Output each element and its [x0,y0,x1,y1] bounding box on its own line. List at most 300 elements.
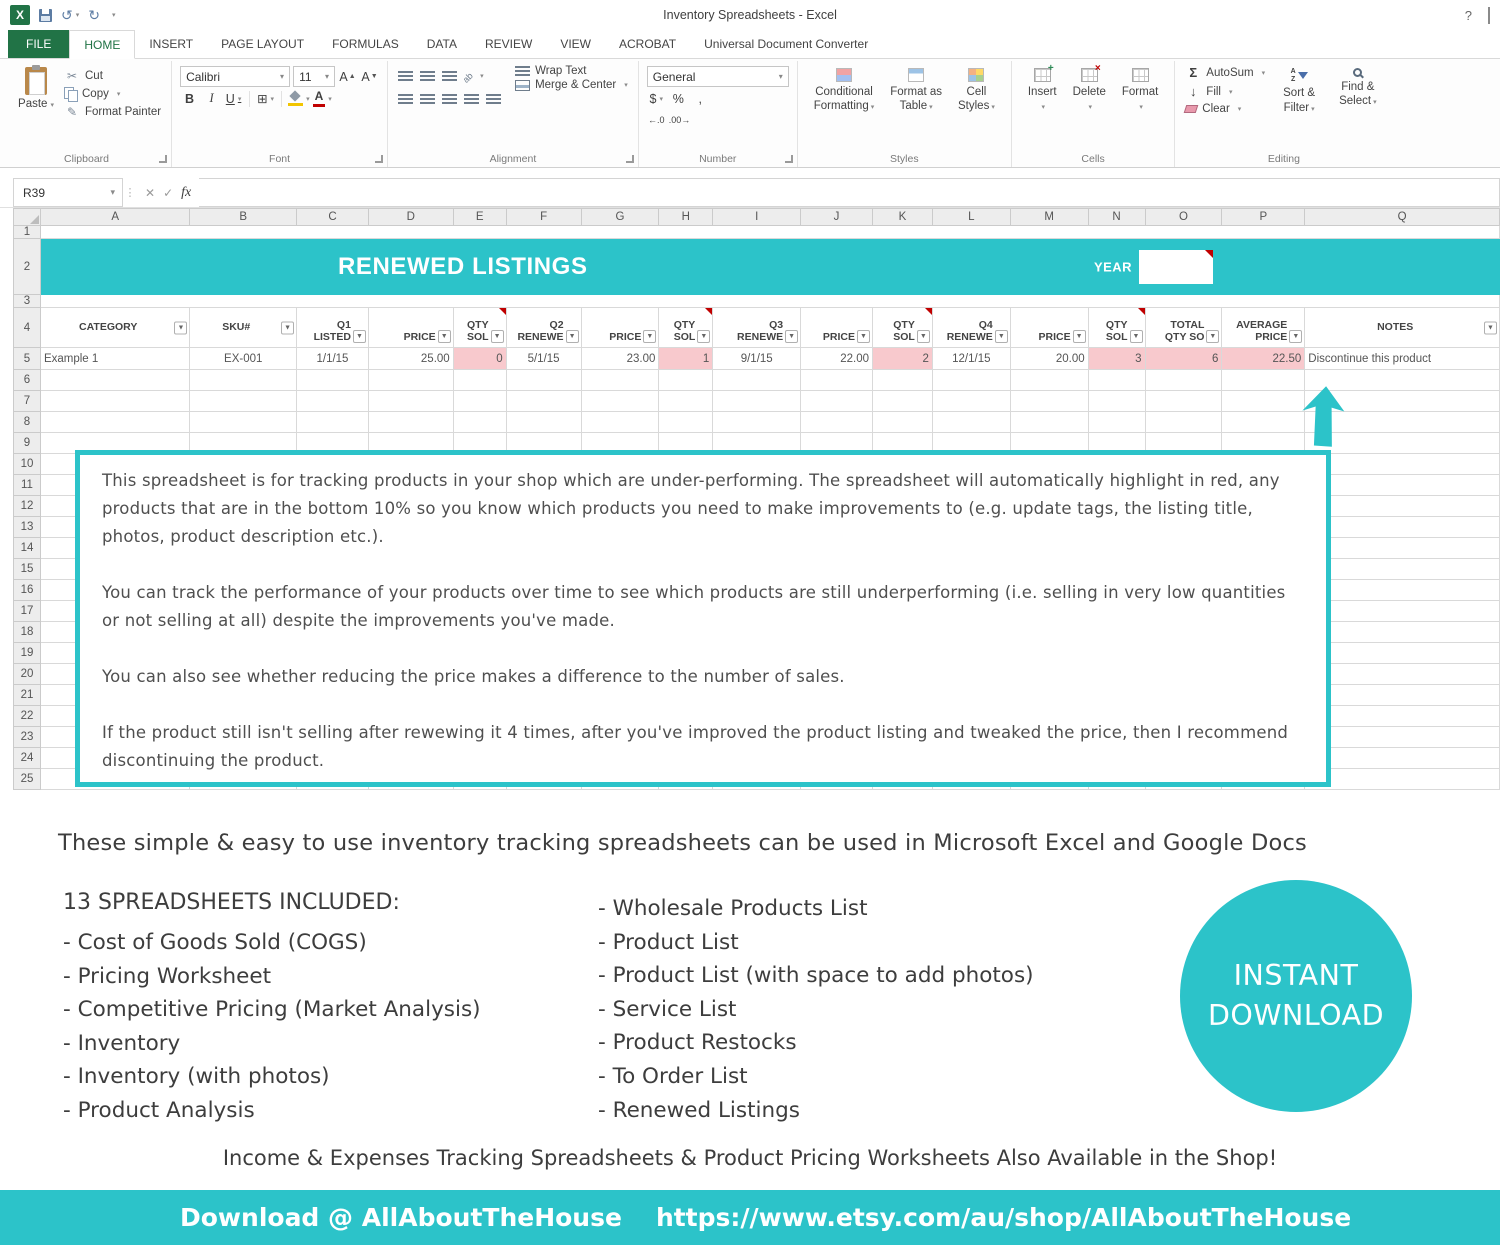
row-header[interactable]: 4 [14,308,41,348]
row-header[interactable]: 10 [14,454,41,475]
cell-sku[interactable]: EX-001 [190,348,297,370]
font-name-value: Calibri [186,69,221,84]
cell[interactable] [1305,727,1500,748]
cell[interactable] [801,370,873,391]
cell[interactable] [368,370,453,391]
cell[interactable] [453,391,506,412]
merge-center-button[interactable] [513,78,630,92]
help-button[interactable]: ? [1464,7,1472,23]
cell[interactable] [40,370,190,391]
cell[interactable] [1305,664,1500,685]
cell-total-qty[interactable]: 6 [1145,348,1222,370]
cell[interactable] [1305,622,1500,643]
list-item: - Wholesale Products List [598,896,868,921]
column-header[interactable]: P [1222,209,1305,226]
number-dialog-launcher-icon[interactable] [785,155,793,163]
cell[interactable] [1222,412,1305,433]
cell[interactable] [1088,370,1145,391]
row-header[interactable]: 25 [14,769,41,790]
wrap-text-icon [515,66,530,76]
column-header[interactable]: M [1010,209,1088,226]
cell-notes[interactable]: Discontinue this product [1305,348,1500,370]
alignment-group [388,61,639,167]
cell-q2-price[interactable]: 23.00 [581,348,659,370]
underline-button[interactable]: U ▾ [224,89,243,108]
alignment-dialog-launcher-icon[interactable] [626,155,634,163]
column-header[interactable]: E [453,209,506,226]
alignment-group-label: Alignment [489,153,537,165]
cell[interactable] [1088,391,1145,412]
fill-button[interactable] [1183,83,1267,100]
grow-font-button[interactable]: A ▲ [339,69,356,84]
align-left-icon [398,94,413,104]
shrink-font-button[interactable]: A ▼ [361,69,378,84]
cancel-formula-button[interactable]: ✕ [145,185,156,200]
row-header[interactable]: 5 [14,348,41,370]
cell[interactable] [1305,769,1500,790]
tab-review[interactable]: REVIEW [484,37,533,51]
cell[interactable] [368,412,453,433]
magnifier-icon [1353,68,1362,77]
badge-line-1: INSTANT [1233,959,1359,992]
autosum-button[interactable] [1183,64,1267,81]
window-title: Inventory Spreadsheets - Excel [663,8,837,22]
cell-q3-price[interactable]: 22.00 [801,348,873,370]
header-price-q1[interactable]: PRICE ▼ [368,308,453,348]
filter-funnel-icon [1298,72,1308,79]
tab-home[interactable]: HOME [69,30,135,59]
cell[interactable] [506,391,581,412]
formula-input[interactable] [199,178,1500,207]
filter-button[interactable] [995,330,1008,343]
insert-function-button[interactable]: fx [181,184,192,200]
header-qty-sold-q1[interactable]: QTY SOL ▼ [453,308,506,348]
header-category[interactable]: CATEGORY ▼ [40,308,190,348]
font-dialog-launcher-icon[interactable] [375,155,383,163]
save-icon [39,9,52,22]
paste-button[interactable] [10,64,62,119]
cell[interactable] [190,391,297,412]
header-qty-sold-q3[interactable]: QTY SOL ▼ [872,308,932,348]
cell[interactable] [453,370,506,391]
footer-download-text: Download @ AllAboutTheHouse [180,1203,622,1232]
spreadsheet-list-left [63,926,481,1128]
spreadsheet-list-right [598,892,1034,1127]
filter-button[interactable] [174,321,187,334]
row-header[interactable]: 1 [14,226,41,239]
conditional-formatting-icon [836,68,852,82]
font-color-button[interactable] [313,89,332,108]
filter-button[interactable] [1289,330,1302,343]
format-painter-button[interactable] [62,105,163,119]
filter-button[interactable] [1484,321,1497,334]
copy-button[interactable] [62,86,163,102]
merge-center-label: Merge & Center [535,79,617,91]
borders-button[interactable] [256,89,275,108]
format-painter-label: Format Painter [85,106,162,118]
conditional-formatting-label-1: Conditional [815,86,873,98]
row-header[interactable]: 18 [14,622,41,643]
header-price-q4[interactable]: PRICE ▼ [1010,308,1088,348]
cell[interactable] [1305,559,1500,580]
eraser-icon [1184,105,1199,113]
row-header[interactable]: 12 [14,496,41,517]
number-group-label: Number [699,153,737,165]
header-price-q2[interactable]: PRICE ▼ [581,308,659,348]
paste-clipboard-icon [25,67,47,95]
row-header[interactable]: 3 [14,295,41,308]
increase-indent-button[interactable] [484,89,503,108]
row-header[interactable]: 7 [14,391,41,412]
cell[interactable] [1305,643,1500,664]
cell[interactable] [872,391,932,412]
list-item: - Pricing Worksheet [63,963,272,989]
find-select-button[interactable] [1331,64,1384,116]
window-controls [1465,8,1490,23]
row-header[interactable]: 16 [14,580,41,601]
header-q4-renewed[interactable]: Q4 RENEWE ▼ [932,308,1010,348]
info-textbox[interactable] [75,450,1331,787]
tab-insert[interactable]: INSERT [149,37,194,51]
fill-color-button[interactable] [288,89,310,108]
header-qty-sold-q4[interactable]: QTY SOL ▼ [1088,308,1145,348]
filter-button[interactable] [491,330,504,343]
cell[interactable] [1305,580,1500,601]
cell[interactable] [581,391,659,412]
tab-view[interactable]: VIEW [560,37,591,51]
format-cells-icon [1132,68,1149,82]
insert-cells-button[interactable] [1020,64,1065,114]
insert-plus-icon: + [1047,63,1054,74]
row-header[interactable]: 24 [14,748,41,769]
format-cells-button[interactable] [1114,64,1166,114]
tab-page-layout[interactable]: PAGE LAYOUT [221,37,305,51]
row-header[interactable]: 9 [14,433,41,454]
info-paragraph: You can also see whether reducing the price makes a difference to the number of sales. [102,667,845,686]
info-paragraph: If the product still isn't selling after rewewing it 4 times, after you've improved the product listing and tweaked the price, then I recommend discontinuing the product. [102,723,1289,770]
font-name-select[interactable] [180,66,290,87]
number-format-value: General [652,69,696,84]
format-painter-icon: ✎ [66,105,78,119]
cell[interactable] [1305,475,1500,496]
cell[interactable] [1305,706,1500,727]
cell[interactable] [872,370,932,391]
number-group [639,61,798,167]
column-header[interactable]: F [506,209,581,226]
cell[interactable] [713,391,801,412]
header-price-q3[interactable]: PRICE ▼ [801,308,873,348]
column-header[interactable]: G [581,209,659,226]
banner-cell[interactable] [40,239,1499,295]
column-header[interactable]: A [40,209,190,226]
comma-style-button[interactable]: , [698,91,702,106]
cell[interactable] [190,370,297,391]
cell[interactable] [581,370,659,391]
cell[interactable] [1305,685,1500,706]
list-item: - Competitive Pricing (Market Analysis) [63,997,481,1023]
filter-button[interactable] [1206,330,1219,343]
enter-formula-button[interactable]: ✓ [163,185,174,200]
column-header[interactable]: I [713,209,801,226]
column-header[interactable]: Q [1305,209,1500,226]
cell-q4-renewed[interactable]: 12/1/15 [932,348,1010,370]
cell-q2-qty[interactable]: 1 [659,348,713,370]
list-item: - Inventory (with photos) [63,1064,330,1090]
shrink-font-arrow-icon: ▼ [370,73,378,80]
font-size-select[interactable] [293,66,335,87]
row-header[interactable]: 19 [14,643,41,664]
column-header[interactable]: O [1145,209,1222,226]
editing-group-label: Editing [1267,153,1300,165]
clipboard-dialog-launcher-icon[interactable] [159,155,167,163]
cell[interactable] [1145,370,1222,391]
info-paragraph: You can track the performance of your products over time to see which products are still underperforming (i.e. selling in very low quantities or not selling at all) despite the improvements you've made. [102,583,1286,630]
styles-group [798,61,1012,167]
align-middle-button[interactable] [418,66,437,85]
name-box[interactable] [13,178,123,207]
align-center-button[interactable] [418,89,437,108]
cell[interactable] [1088,412,1145,433]
row-header[interactable]: 21 [14,685,41,706]
cell[interactable] [190,412,297,433]
filter-button[interactable] [643,330,656,343]
cell[interactable] [297,412,369,433]
cell[interactable] [1010,412,1088,433]
cell[interactable] [1145,391,1222,412]
cell[interactable] [297,370,369,391]
cell-q3-qty[interactable]: 2 [872,348,932,370]
orientation-button[interactable] [462,66,484,85]
row-header[interactable]: 23 [14,727,41,748]
align-left-button[interactable] [396,89,415,108]
cell-styles-icon [968,68,984,82]
formula-bar-splitter[interactable]: ⋮ [124,187,136,199]
cell-avg-price[interactable]: 22.50 [1222,348,1305,370]
increase-indent-icon [486,94,501,104]
cell[interactable] [801,391,873,412]
cell-q1-price[interactable]: 25.00 [368,348,453,370]
instant-download-badge [1180,880,1412,1112]
filter-button[interactable] [281,321,294,334]
cell[interactable] [368,391,453,412]
number-format-select[interactable] [647,66,789,87]
cell[interactable] [1145,412,1222,433]
select-all-corner[interactable] [14,209,41,226]
row-header[interactable]: 17 [14,601,41,622]
row-header[interactable]: 2 [14,239,41,295]
header-q2-renewed[interactable]: Q2 RENEWE ▼ [506,308,581,348]
quick-access-toolbar [10,5,116,25]
align-top-button[interactable] [396,66,415,85]
cell[interactable] [872,412,932,433]
header-sku[interactable]: SKU# ▼ [190,308,297,348]
cell[interactable] [1305,454,1500,475]
tab-formulas[interactable]: FORMULAS [332,37,399,51]
header-notes[interactable]: NOTES ▼ [1305,308,1500,348]
cell-category[interactable]: Example 1 [40,348,190,370]
increase-decimal-button[interactable]: ←.0 [648,114,665,125]
column-header[interactable]: K [872,209,932,226]
accounting-format-button[interactable]: $ ▾ [647,89,666,108]
cut-button[interactable] [62,69,163,83]
cell[interactable] [1010,391,1088,412]
cell[interactable] [1305,496,1500,517]
filter-button[interactable] [1073,330,1086,343]
conditional-formatting-label-2: Formatting ▾ [814,99,874,113]
cell-q4-qty[interactable]: 3 [1088,348,1145,370]
merge-center-icon [515,80,530,91]
tab-universal-document-converter[interactable]: Universal Document Converter [704,37,869,51]
cell-q3-renewed[interactable]: 9/1/15 [713,348,801,370]
undo-icon: ↺ [61,7,73,23]
filter-button[interactable] [857,330,870,343]
sheet-row [14,226,1500,239]
cell[interactable] [40,226,1499,239]
tab-data[interactable]: DATA [426,37,457,51]
cell[interactable] [40,412,190,433]
sheet-row [14,412,1500,433]
cell-q2-renewed[interactable]: 5/1/15 [506,348,581,370]
header-qty-sold-q2[interactable]: QTY SOL ▼ [659,308,713,348]
row-header[interactable]: 22 [14,706,41,727]
cell[interactable] [659,412,713,433]
column-header[interactable]: C [297,209,369,226]
tab-acrobat[interactable]: ACROBAT [619,37,677,51]
clipboard-group-label: Clipboard [64,153,109,165]
cell[interactable] [1305,538,1500,559]
cell[interactable] [1222,370,1305,391]
undo-button[interactable] [61,8,79,22]
filter-button[interactable] [697,330,710,343]
ribbon-options-button[interactable] [1488,8,1490,23]
grow-font-arrow-icon: ▲ [348,73,356,80]
marketing-section [0,790,1500,1190]
info-paragraph: This spreadsheet is for tracking products in your shop which are under-performing. The spreadsheet will automatically highlight in red, any products that are in the bottom 10% so you know which products you need to make improvements to (e.g. update tags, the listing title, photos, product description etc.). [102,471,1280,546]
row-header[interactable]: 11 [14,475,41,496]
header-average-price[interactable]: AVERAGE PRICE ▼ [1222,308,1305,348]
row-header[interactable]: 8 [14,412,41,433]
cell[interactable] [297,391,369,412]
cell[interactable] [932,412,1010,433]
align-bottom-button[interactable] [440,66,459,85]
cell[interactable] [1305,517,1500,538]
filter-button[interactable] [566,330,579,343]
row-header[interactable]: 14 [14,538,41,559]
arrow-up-icon [1298,384,1346,448]
column-header[interactable]: L [932,209,1010,226]
cell[interactable] [581,412,659,433]
delete-cells-button[interactable] [1065,64,1114,114]
cell[interactable] [713,412,801,433]
filter-button[interactable] [353,330,366,343]
sort-filter-button[interactable] [1275,64,1323,116]
align-right-button[interactable] [440,89,459,108]
redo-button[interactable] [88,8,100,22]
cell[interactable] [1305,748,1500,769]
format-as-table-label-1: Format as [890,86,943,98]
column-header[interactable]: B [190,209,297,226]
conditional-formatting-button[interactable] [806,64,882,114]
footer-url: https://www.etsy.com/au/shop/AllAboutTheHouse [655,1203,1352,1232]
cell-styles-button[interactable] [950,64,1003,114]
row-header[interactable]: 13 [14,517,41,538]
cell[interactable] [932,391,1010,412]
row-header[interactable]: 20 [14,664,41,685]
header-total-qty-sold[interactable]: TOTAL QTY SO ▼ [1145,308,1222,348]
column-header[interactable]: J [801,209,873,226]
decrease-indent-button[interactable] [462,89,481,108]
cell[interactable] [40,295,1499,308]
font-size-value: 11 [299,69,312,84]
cut-label: Cut [85,70,103,82]
name-box-value: R39 [23,185,46,200]
header-q1-listed[interactable]: Q1 LISTED ▼ [297,308,369,348]
row-header[interactable]: 15 [14,559,41,580]
cell[interactable] [40,391,190,412]
cell[interactable] [506,370,581,391]
cell[interactable] [659,391,713,412]
cell[interactable] [713,370,801,391]
cell[interactable] [1010,370,1088,391]
spreadsheet-list-title: 13 SPREADSHEETS INCLUDED: [63,890,400,915]
copy-icon [64,87,77,101]
cell[interactable] [1222,391,1305,412]
cell-q4-price[interactable]: 20.00 [1010,348,1088,370]
tab-file[interactable]: FILE [8,30,69,58]
row-header[interactable]: 6 [14,370,41,391]
wrap-text-button[interactable] [513,64,630,78]
decrease-decimal-button[interactable]: .00→ [668,114,691,125]
year-label: YEAR [1093,259,1133,274]
cell[interactable] [453,412,506,433]
fill-down-icon: ↓ [1190,84,1197,99]
header-q3-renewed[interactable]: Q3 RENEWE ▼ [713,308,801,348]
year-input-cell[interactable] [1139,250,1213,284]
fill-color-icon [288,91,303,106]
list-item: - Product Analysis [63,1097,255,1123]
filter-button[interactable] [785,330,798,343]
cell[interactable] [506,412,581,433]
delete-cells-icon [1081,63,1101,82]
column-header[interactable]: H [659,209,713,226]
cell-q1-qty[interactable]: 0 [453,348,506,370]
sort-filter-label-1: Sort & [1283,87,1316,100]
editing-group [1175,61,1392,167]
cell[interactable] [1305,601,1500,622]
clear-button[interactable] [1183,102,1267,116]
bold-button[interactable]: B [185,91,195,106]
cell[interactable] [932,370,1010,391]
save-button[interactable] [39,9,52,22]
cell[interactable] [659,370,713,391]
filter-button[interactable] [438,330,451,343]
column-header[interactable]: N [1088,209,1145,226]
percent-style-button[interactable]: % [672,91,684,106]
customize-toolbar-button[interactable] [109,12,116,19]
sort-filter-label-2: Filter ▾ [1283,101,1315,115]
italic-button[interactable]: I [209,91,214,105]
orientation-icon: ab [460,70,475,85]
sheet-row [14,391,1500,412]
format-as-table-button[interactable] [882,64,950,114]
cell[interactable] [801,412,873,433]
filter-button[interactable] [1130,330,1143,343]
clipboard-group [2,61,172,167]
cell-q1-listed[interactable]: 1/1/15 [297,348,369,370]
column-header[interactable]: D [368,209,453,226]
filter-button[interactable] [917,330,930,343]
styles-group-label: Styles [890,153,919,165]
